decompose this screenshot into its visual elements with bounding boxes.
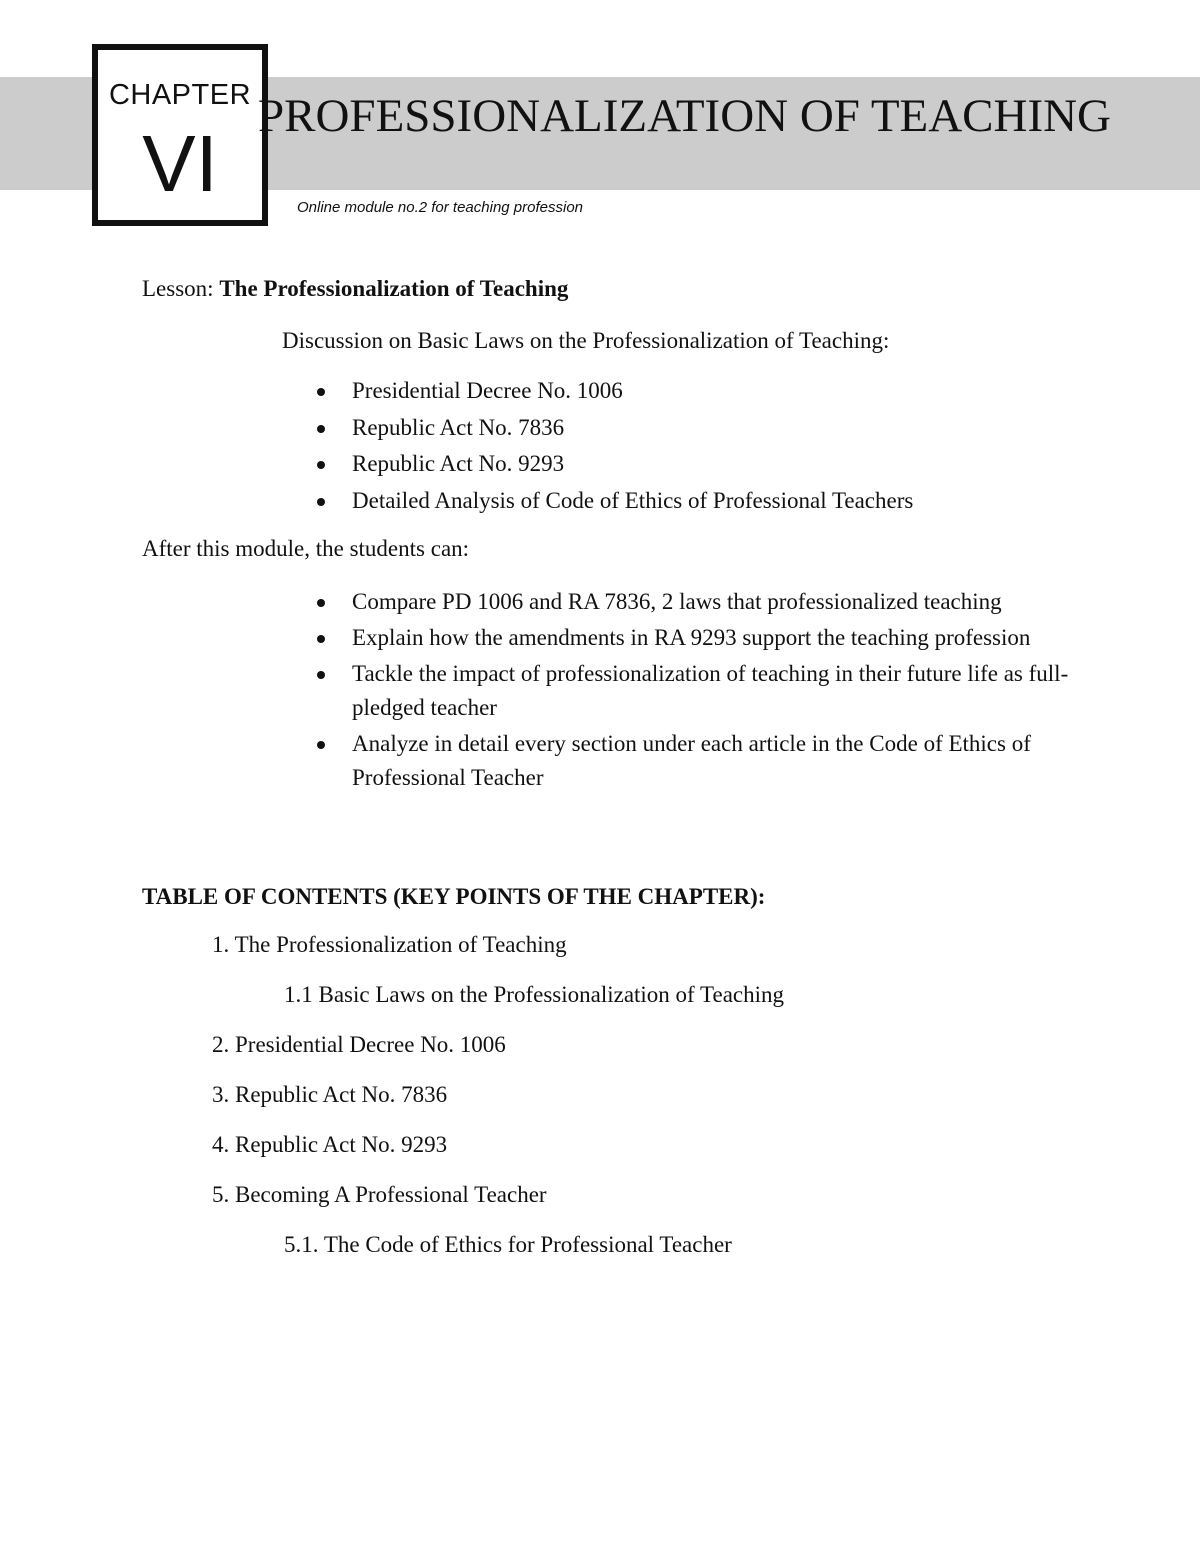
list-item-text: Compare PD 1006 and RA 7836, 2 laws that professionalized teaching xyxy=(352,589,1002,614)
list-item-text: Detailed Analysis of Code of Ethics of Professional Teachers xyxy=(352,487,914,513)
list-item xyxy=(0,727,1072,795)
discussion-intro: Discussion on Basic Laws on the Professionalization of Teaching: xyxy=(282,328,890,353)
list-item xyxy=(0,447,1072,484)
chapter-number: VI xyxy=(142,119,218,208)
lesson-prefix: Lesson: xyxy=(142,276,220,301)
toc-heading: TABLE OF CONTENTS (KEY POINTS OF THE CHAPTER): xyxy=(142,884,766,909)
outcomes-intro: After this module, the students can: xyxy=(142,536,470,561)
list-item xyxy=(0,484,1072,521)
toc-subitem: 5.1. The Code of Ethics for Professional Teacher xyxy=(284,1232,732,1257)
chapter-title: PROFESSIONALIZATION OF TEACHING xyxy=(258,90,1111,142)
bullet-icon xyxy=(317,671,325,679)
toc-item: 4. Republic Act No. 9293 xyxy=(212,1132,448,1157)
bullet-icon xyxy=(317,425,325,433)
list-item-text: Presidential Decree No. 1006 xyxy=(352,378,623,403)
list-item xyxy=(0,374,1072,411)
laws-list xyxy=(0,374,1072,520)
bullet-icon xyxy=(317,461,325,469)
chapter-label: CHAPTER xyxy=(108,79,252,111)
list-item-text: Analyze in detail every section under each article in the Code of Ethics of Professional Teacher xyxy=(352,731,1031,790)
bullet-icon xyxy=(317,599,325,607)
list-item xyxy=(0,621,1072,655)
outcomes-list xyxy=(0,585,1072,797)
bullet-icon xyxy=(317,388,325,396)
list-item-text: Republic Act No. 9293 xyxy=(352,451,565,476)
toc-item: 5. Becoming A Professional Teacher xyxy=(212,1182,547,1207)
list-item-text: Tackle the impact of professionalization of teaching in their future life as full-pledged teacher xyxy=(352,661,1069,720)
lesson-title: The Professionalization of Teaching xyxy=(219,276,569,301)
toc-item: 1. The Professionalization of Teaching xyxy=(212,932,567,957)
lesson-line xyxy=(142,272,568,306)
list-item xyxy=(0,657,1072,725)
bullet-icon xyxy=(317,741,325,749)
list-item-text: Explain how the amendments in RA 9293 support the teaching profession xyxy=(352,625,1031,650)
bullet-icon xyxy=(317,498,325,506)
toc-item: 2. Presidential Decree No. 1006 xyxy=(212,1032,506,1057)
list-item xyxy=(0,411,1072,448)
module-subtitle: Online module no.2 for teaching profession xyxy=(297,199,584,216)
bullet-icon xyxy=(317,635,325,643)
list-item xyxy=(0,585,1072,619)
toc-item: 3. Republic Act No. 7836 xyxy=(212,1082,448,1107)
chapter-box xyxy=(92,44,268,226)
toc-subitem: 1.1 Basic Laws on the Professionalization of Teaching xyxy=(284,982,785,1007)
list-item-text: Republic Act No. 7836 xyxy=(352,414,565,440)
